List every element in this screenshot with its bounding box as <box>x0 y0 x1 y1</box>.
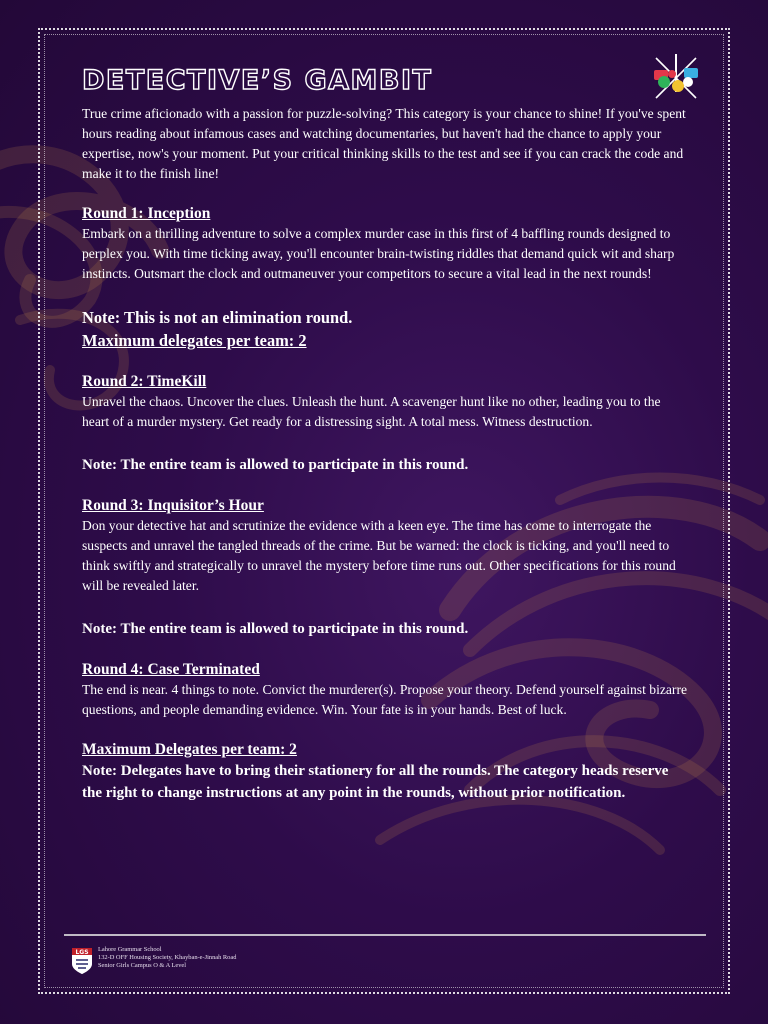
round-1-title: Round 1: Inception <box>82 205 211 222</box>
round-2-body: Unravel the chaos. Uncover the clues. Unleash the hunt. A scavenger hunt like no other, leading you to the heart of a murder mystery. Get ready for a distressing sight. A total mess. Witness destruction. <box>82 394 661 429</box>
closing-delegates: Maximum Delegates per team: 2 <box>82 741 297 758</box>
main-content <box>82 64 688 804</box>
round-2-note: Note: The entire team is allowed to participate in this round. <box>82 457 469 473</box>
round-3-body: Don your detective hat and scrutinize the evidence with a keen eye. The time has come to interrogate the suspects and unravel the tangled threads of the crime. But be warned: the clock is ticking, and you'll need to think swiftly and strategically to unravel the mystery before time runs out. Other specifications for this round will be revealed later. <box>82 518 676 593</box>
round-3-note: Note: The entire team is allowed to participate in this round. <box>82 621 469 637</box>
page-title: DETECTIVE’S GAMBIT <box>82 65 433 96</box>
round-3-title: Round 3: Inquisitor’s Hour <box>82 497 264 514</box>
school-address: 132-D OFF Housing Society, Khayban-e-Jinnah Road <box>98 954 237 961</box>
school-crest-icon <box>70 946 94 976</box>
round-4-title: Round 4: Case Terminated <box>82 661 260 678</box>
footer-address-block <box>98 946 236 970</box>
footer-divider <box>64 934 706 936</box>
school-name: Lahore Grammar School <box>98 946 162 953</box>
round-4-body: The end is near. 4 things to note. Convict the murderer(s). Propose your theory. Defend yourself against bizarre questions, and people demanding evidence. Win. Your fate is in your hands. Best of luck. <box>82 682 688 717</box>
intro-paragraph: True crime aficionado with a passion for puzzle-solving? This category is your chance to shine! If you've spent hours reading about infamous cases and watching documentaries, but haven't had the chance to apply your expertise, now's your moment. Put your critical thinking skills to the test and see if you can crack the code and make it to the finish line! <box>82 106 686 181</box>
closing-note: Note: Delegates have to bring their stationery for all the rounds. The category heads reserve the right to change instructions at any point in the rounds, without prior notification. <box>82 763 669 801</box>
school-campus: Senior Girls Campus O & A Level <box>98 962 187 969</box>
round-1-body: Embark on a thrilling adventure to solve a complex murder case in this first of 4 baffling rounds designed to perplex you. With time ticking away, you'll encounter brain-twisting riddles that demand quick wit and sharp instincts. Outsmart the clock and outmaneuver your competitors to secure a vital lead in the next rounds! <box>82 226 675 281</box>
round-1-note: Note: This is not an elimination round. <box>82 308 353 327</box>
footer <box>70 946 236 976</box>
crest-text: LGS <box>75 949 89 956</box>
round-2-title: Round 2: TimeKill <box>82 373 207 390</box>
round-1-delegates: Maximum delegates per team: 2 <box>82 331 307 350</box>
